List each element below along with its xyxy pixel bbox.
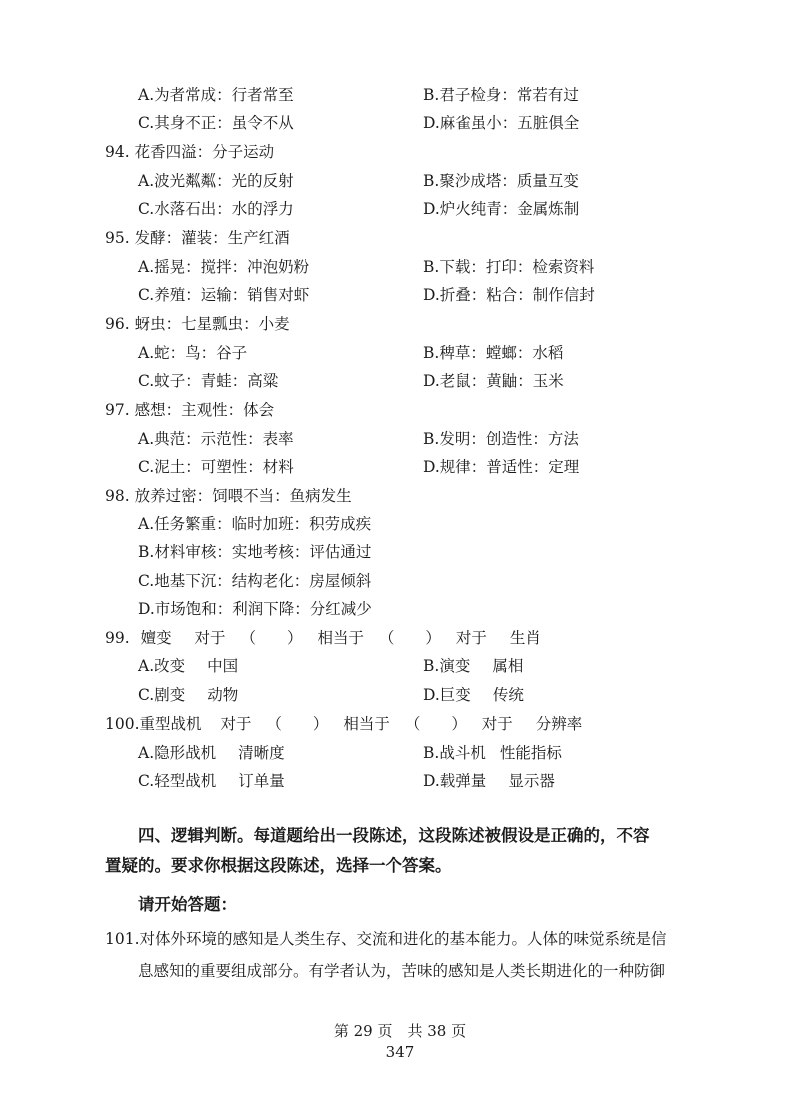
q93-option-d: D.麻雀虽小：五脏俱全 — [423, 114, 580, 132]
q100-blank-1: （ ） — [266, 715, 329, 733]
q97-option-c: C.泥土：可塑性：材料 — [138, 458, 294, 476]
start-answering-label: 请开始答题： — [138, 895, 237, 914]
q99-blank-2: （ ） — [378, 629, 441, 647]
q96-option-c: C.蚊子：青蛙：高粱 — [138, 372, 279, 390]
q99-option-c — [138, 681, 238, 709]
q98-option-a: A.任务繁重：临时加班：积劳成疾 — [138, 515, 372, 533]
q100-blank-2: （ ） — [404, 715, 467, 733]
q98-stem: 98. 放养过密：饲喂不当：鱼病发生 — [105, 487, 352, 505]
q100-option-d-word-2: 显示器 — [508, 772, 555, 790]
q100-option-c — [138, 767, 285, 795]
q100-option-b — [423, 739, 562, 767]
q93-option-c: C.其身不正：虽令不从 — [138, 114, 294, 132]
q95-stem: 95. 发酵：灌装：生产红酒 — [105, 229, 290, 247]
q96-stem: 96. 蚜虫：七星瓢虫：小麦 — [105, 315, 290, 333]
q100-option-a-word-1: A.隐形战机 — [138, 744, 217, 762]
q100-option-d-word-1: D.载弹量 — [423, 772, 487, 790]
q99-option-a-word-1: A.改变 — [138, 657, 186, 675]
q100-number: 100. — [105, 715, 140, 733]
q93-option-b: B.君子检身：常若有过 — [423, 86, 579, 104]
q99-term-1: 嬗变 — [140, 629, 172, 647]
q99-option-b — [423, 652, 523, 680]
q101-line-1: 101.对体外环境的感知是人类生存、交流和进化的基本能力。人体的味觉系统是信 — [105, 930, 667, 948]
q94-option-c: C.水落石出：水的浮力 — [138, 200, 294, 218]
q99-option-c-word-1: C.剧变 — [138, 686, 186, 704]
q99-connector-2: 相当于 — [317, 629, 364, 647]
q97-option-d: D.规律：普适性：定理 — [423, 458, 580, 476]
section-heading-line-2: 置疑的。要求你根据这段陈述，选择一个答案。 — [105, 856, 452, 875]
q98-option-c: C.地基下沉：结构老化：房屋倾斜 — [138, 572, 372, 590]
q97-stem: 97. 感想：主观性：体会 — [105, 401, 275, 419]
q96-option-d: D.老鼠：黄鼬：玉米 — [423, 372, 564, 390]
page-indicator: 第 29 页 共 38 页 — [333, 1022, 467, 1040]
q99-option-c-word-2: 动物 — [207, 686, 239, 704]
q99-option-b-word-1: B.演变 — [423, 657, 471, 675]
q93-option-a: A.为者常成：行者常至 — [138, 86, 294, 104]
q100-option-a-word-2: 清晰度 — [238, 744, 285, 762]
q100-connector-2: 相当于 — [343, 715, 390, 733]
q100-option-d — [423, 767, 555, 795]
q97-option-b: B.发明：创造性：方法 — [423, 430, 579, 448]
q99-option-a — [138, 652, 238, 680]
q98-option-b: B.材料审核：实地考核：评估通过 — [138, 543, 372, 561]
q99-connector-3: 对于 — [455, 629, 487, 647]
q100-option-c-word-2: 订单量 — [238, 772, 285, 790]
q99-blank-1: （ ） — [240, 629, 303, 647]
q98-option-d: D.市场饱和：利润下降：分红减少 — [138, 600, 372, 618]
q96-option-a: A.蛇：鸟：谷子 — [138, 344, 248, 362]
q99-option-d-word-1: D.巨变 — [423, 686, 471, 704]
q97-option-a: A.典范：示范性：表率 — [138, 430, 294, 448]
q100-option-b-word-2: 性能指标 — [499, 744, 562, 762]
q99-number: 99. — [105, 629, 130, 647]
q100-term-1: 重型战机 — [139, 715, 202, 733]
q99-option-a-word-2: 中国 — [207, 657, 239, 675]
q99-option-d-word-2: 传统 — [492, 686, 524, 704]
q100-term-2: 分辨率 — [535, 715, 583, 733]
q94-option-d: D.炉火纯青：金属炼制 — [423, 200, 580, 218]
q95-option-d: D.折叠：粘合：制作信封 — [423, 286, 595, 304]
q94-option-b: B.聚沙成塔：质量互变 — [423, 172, 579, 190]
q99-connector-1: 对于 — [194, 629, 226, 647]
q99-option-d — [423, 681, 524, 709]
q96-option-b: B.稗草：螳螂：水稻 — [423, 344, 564, 362]
q99-option-b-word-2: 属相 — [492, 657, 524, 675]
q100-option-a — [138, 739, 285, 767]
q94-option-a: A.波光粼粼：光的反射 — [138, 172, 294, 190]
q95-option-a: A.摇晃：搅拌：冲泡奶粉 — [138, 258, 310, 276]
q95-option-c: C.养殖：运输：销售对虾 — [138, 286, 310, 304]
page-number: 347 — [385, 1043, 415, 1061]
q100-option-c-word-1: C.轻型战机 — [138, 772, 217, 790]
q99-stem — [105, 624, 541, 652]
q101-line-2: 息感知的重要组成部分。有学者认为，苦味的感知是人类长期进化的一种防御 — [138, 962, 666, 980]
q100-connector-3: 对于 — [481, 715, 513, 733]
q99-term-2: 生肖 — [509, 629, 541, 647]
q100-connector-1: 对于 — [220, 715, 252, 733]
q95-option-b: B.下载：打印：检索资料 — [423, 258, 595, 276]
q94-stem: 94. 花香四溢：分子运动 — [105, 143, 275, 161]
section-heading-line-1: 四、逻辑判断。每道题给出一段陈述，这段陈述被假设是正确的，不容 — [138, 826, 650, 845]
q100-stem — [105, 710, 582, 738]
q100-option-b-word-1: B.战斗机 — [423, 744, 486, 762]
